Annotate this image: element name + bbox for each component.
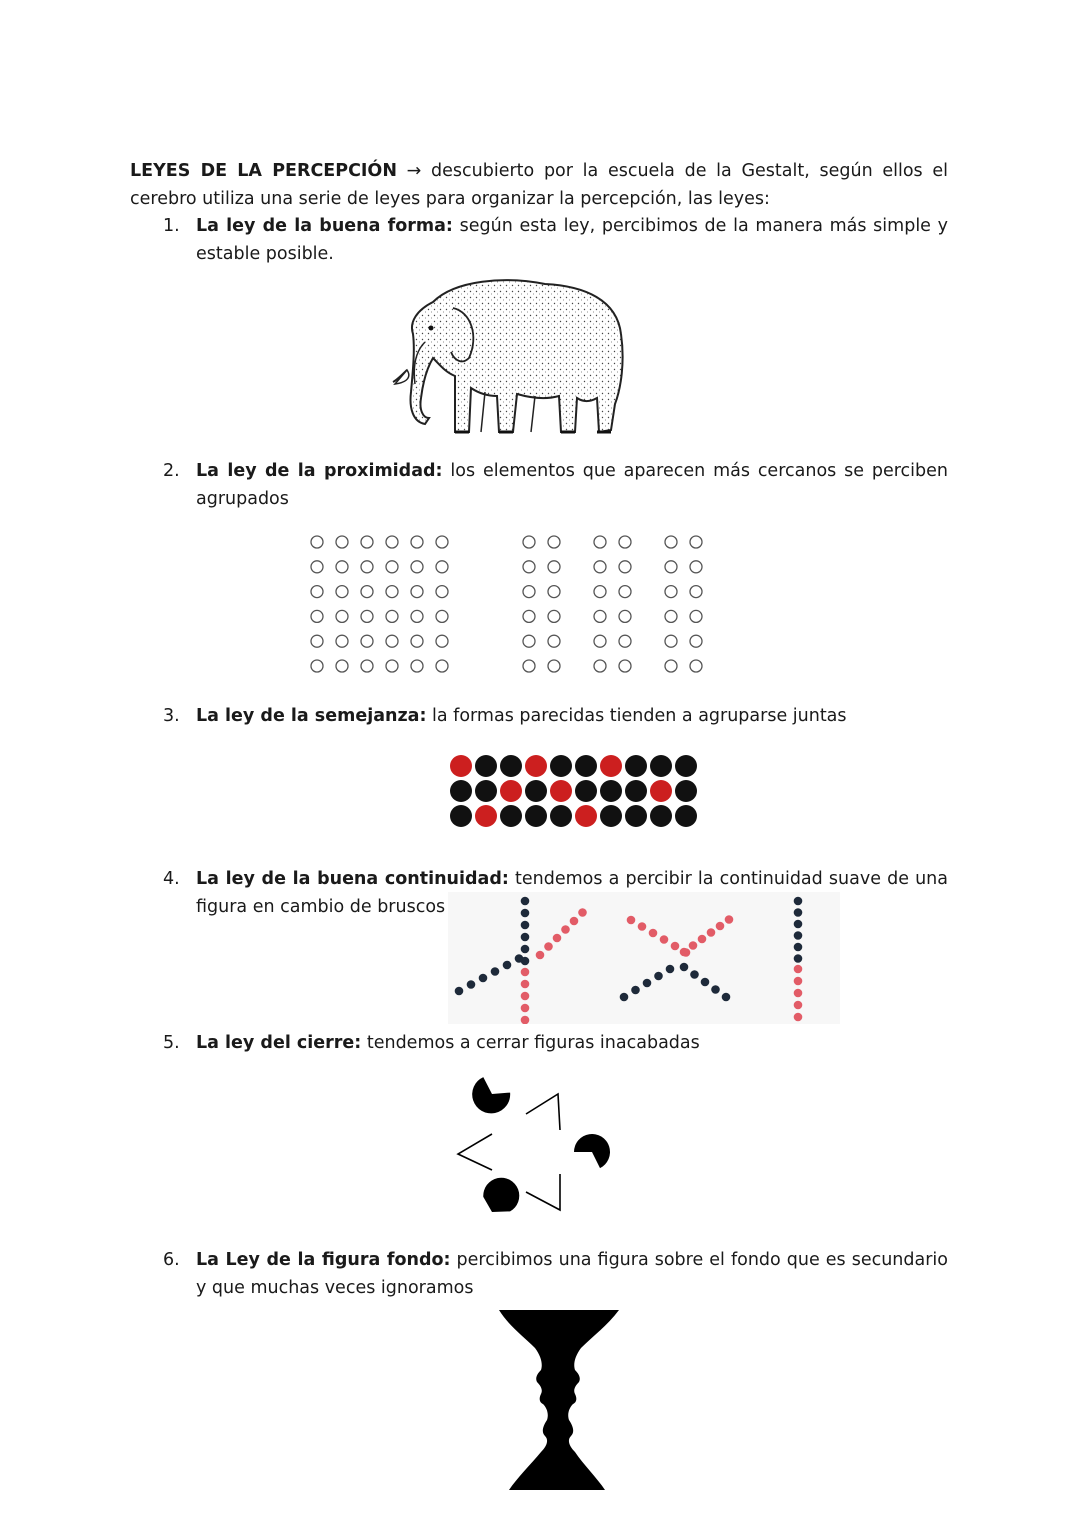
navy-dot — [455, 987, 464, 996]
proximity-circle — [665, 561, 677, 573]
pink-dot — [671, 942, 680, 951]
pink-dot — [521, 1016, 530, 1024]
proximity-circle — [594, 660, 606, 672]
black-dot — [500, 755, 522, 777]
navy-dot — [794, 931, 803, 940]
black-dot — [450, 805, 472, 827]
proximity-circle — [411, 610, 423, 622]
black-dot — [625, 780, 647, 802]
proximity-circle — [336, 586, 348, 598]
navy-dot — [722, 993, 731, 1002]
navy-dot — [503, 961, 512, 970]
navy-dot — [643, 979, 652, 988]
black-dot — [600, 805, 622, 827]
law-3-text: la formas parecidas tienden a agruparse juntas — [426, 706, 847, 726]
intro-arrow: → — [396, 161, 432, 181]
proximity-circle — [690, 660, 702, 672]
red-dot — [600, 755, 622, 777]
pink-dot — [638, 922, 647, 931]
law-6-text: percibimos una figura sobre el fondo que es secundario y que muchas veces ignoramos — [196, 1250, 948, 1298]
proximity-circle — [523, 610, 535, 622]
proximity-circle — [361, 536, 373, 548]
proximity-circle — [436, 660, 448, 672]
proximity-circle — [361, 586, 373, 598]
black-dot — [575, 755, 597, 777]
proximity-circle — [523, 561, 535, 573]
proximity-circle — [411, 586, 423, 598]
red-dot — [450, 755, 472, 777]
pink-dot — [698, 935, 707, 944]
pink-dot — [578, 908, 587, 917]
pink-dot — [544, 942, 553, 951]
proximity-circle — [311, 635, 323, 647]
proximity-circle — [594, 610, 606, 622]
proximity-circle — [336, 660, 348, 672]
proximity-circle — [548, 561, 560, 573]
navy-dot — [690, 970, 699, 979]
law-4-title: La ley de la buena continuidad: — [196, 869, 509, 889]
intro-text: descubierto por la escuela de la Gestalt, según ellos el cerebro utiliza una serie de leyes para organizar la percepción, las leyes: — [130, 161, 949, 209]
law-2-number: 2. — [163, 461, 180, 481]
proximity-circle — [386, 586, 398, 598]
proximity-circle — [523, 586, 535, 598]
proximity-circle — [665, 610, 677, 622]
law-5-text: tendemos a cerrar figuras inacabadas — [361, 1033, 700, 1053]
proximity-circle — [594, 635, 606, 647]
proximity-circle — [665, 586, 677, 598]
pink-dot — [561, 925, 570, 934]
pink-dot — [536, 951, 545, 960]
black-dot — [600, 780, 622, 802]
proximity-circle — [361, 635, 373, 647]
navy-dot — [620, 993, 629, 1002]
proximity-circle — [336, 610, 348, 622]
proximity-circle — [311, 660, 323, 672]
proximity-circle — [523, 635, 535, 647]
proximity-circle — [690, 561, 702, 573]
pink-dot — [707, 928, 716, 937]
navy-dot — [680, 963, 689, 972]
law-4-number: 4. — [163, 869, 180, 889]
proximity-circle — [336, 635, 348, 647]
proximity-circle — [594, 561, 606, 573]
black-dot — [475, 755, 497, 777]
proximity-circle — [619, 561, 631, 573]
law-6-number: 6. — [163, 1250, 180, 1270]
proximity-circle — [411, 561, 423, 573]
black-dot — [525, 805, 547, 827]
pink-dot — [553, 934, 562, 943]
proximity-circle — [361, 610, 373, 622]
proximity-circle — [361, 660, 373, 672]
law-1 — [163, 212, 948, 268]
navy-dot — [521, 909, 530, 918]
pink-dot — [627, 916, 636, 925]
law-1-title: La ley de la buena forma: — [196, 216, 453, 236]
black-dot — [625, 805, 647, 827]
proximity-circle — [548, 660, 560, 672]
navy-dot — [521, 921, 530, 930]
proximity-circle — [594, 586, 606, 598]
red-dot — [500, 780, 522, 802]
proximity-circle — [548, 586, 560, 598]
kanizsa-triangle-icon — [440, 1068, 640, 1234]
proximity-circle — [386, 536, 398, 548]
black-dot — [675, 780, 697, 802]
navy-dot — [521, 933, 530, 942]
proximity-circles-icon — [300, 530, 720, 680]
proximity-circle — [336, 561, 348, 573]
pink-dot — [794, 1001, 803, 1010]
black-dot — [475, 780, 497, 802]
proximity-circle — [665, 635, 677, 647]
pink-dot — [794, 989, 803, 998]
law-3-title: La ley de la semejanza: — [196, 706, 427, 726]
proximity-circle — [548, 610, 560, 622]
proximity-circle — [336, 536, 348, 548]
proximity-circle — [411, 536, 423, 548]
navy-dot — [794, 954, 803, 963]
law-5-number: 5. — [163, 1033, 180, 1053]
black-dot — [450, 780, 472, 802]
proximity-circle — [311, 610, 323, 622]
red-dot — [475, 805, 497, 827]
black-dot — [525, 780, 547, 802]
law-2-title: La ley de la proximidad: — [196, 461, 443, 481]
law-2-text: los elementos que aparecen más cercanos se perciben agrupados — [196, 461, 949, 509]
red-dot — [550, 780, 572, 802]
proximity-circle — [411, 660, 423, 672]
pink-dot — [794, 977, 803, 986]
proximity-circle — [311, 536, 323, 548]
proximity-circle — [665, 536, 677, 548]
navy-dot — [515, 954, 524, 963]
proximity-circle — [619, 586, 631, 598]
pink-dot — [794, 1013, 803, 1022]
navy-dot — [521, 897, 530, 906]
navy-dot — [631, 986, 640, 995]
black-dot — [575, 780, 597, 802]
similarity-dots-icon — [445, 750, 710, 832]
navy-dot — [479, 974, 488, 983]
pink-dot — [794, 965, 803, 974]
proximity-circle — [311, 586, 323, 598]
proximity-circle — [386, 660, 398, 672]
law-2 — [163, 457, 948, 513]
proximity-circle — [523, 660, 535, 672]
black-dot — [550, 755, 572, 777]
proximity-circle — [690, 635, 702, 647]
navy-dot — [467, 980, 476, 989]
navy-dot — [701, 978, 710, 987]
pink-dot — [521, 968, 530, 977]
law-3 — [163, 702, 948, 730]
pink-dot — [680, 948, 689, 957]
proximity-circle — [619, 536, 631, 548]
proximity-circle — [361, 561, 373, 573]
proximity-circle — [386, 561, 398, 573]
pink-dot — [725, 915, 734, 924]
proximity-circle — [411, 635, 423, 647]
navy-dot — [666, 965, 675, 974]
proximity-circle — [665, 660, 677, 672]
proximity-circle — [386, 635, 398, 647]
red-dot — [525, 755, 547, 777]
law-1-number: 1. — [163, 216, 180, 236]
intro-paragraph — [130, 157, 948, 213]
law-1-text: según esta ley, percibimos de la manera más simple y estable posible. — [196, 216, 948, 264]
proximity-circle — [436, 610, 448, 622]
proximity-circle — [690, 610, 702, 622]
navy-dot — [794, 920, 803, 929]
law-6 — [163, 1246, 948, 1302]
law-3-number: 3. — [163, 706, 180, 726]
pink-dot — [521, 1004, 530, 1013]
continuity-dots-icon — [448, 892, 840, 1024]
pink-dot — [660, 935, 669, 944]
pink-dot — [716, 922, 725, 931]
black-dot — [675, 805, 697, 827]
elephant-illusion-icon — [385, 272, 640, 440]
black-dot — [650, 805, 672, 827]
proximity-circle — [594, 536, 606, 548]
proximity-circle — [436, 635, 448, 647]
navy-dot — [491, 967, 500, 976]
proximity-circle — [436, 586, 448, 598]
black-dot — [650, 755, 672, 777]
law-5-title: La ley del cierre: — [196, 1033, 362, 1053]
navy-dot — [794, 897, 803, 906]
navy-dot — [711, 985, 720, 994]
navy-dot — [794, 908, 803, 917]
pink-dot — [570, 917, 579, 926]
navy-dot — [654, 972, 663, 981]
navy-dot — [521, 945, 530, 954]
black-dot — [550, 805, 572, 827]
red-dot — [575, 805, 597, 827]
proximity-circle — [436, 561, 448, 573]
red-dot — [650, 780, 672, 802]
proximity-circle — [311, 561, 323, 573]
pink-dot — [649, 929, 658, 938]
law-6-title: La Ley de la figura fondo: — [196, 1250, 451, 1270]
proximity-circle — [386, 610, 398, 622]
proximity-circle — [436, 536, 448, 548]
proximity-circle — [619, 660, 631, 672]
law-5 — [163, 1029, 948, 1057]
black-dot — [625, 755, 647, 777]
pink-dot — [521, 992, 530, 1001]
black-dot — [500, 805, 522, 827]
proximity-circle — [523, 536, 535, 548]
proximity-circle — [619, 610, 631, 622]
pink-dot — [521, 980, 530, 989]
proximity-circle — [548, 536, 560, 548]
proximity-circle — [690, 536, 702, 548]
proximity-circle — [619, 635, 631, 647]
black-dot — [675, 755, 697, 777]
navy-dot — [794, 943, 803, 952]
pink-dot — [689, 941, 698, 950]
proximity-circle — [548, 635, 560, 647]
rubin-vase-icon — [495, 1306, 623, 1494]
proximity-circle — [690, 586, 702, 598]
intro-title: LEYES DE LA PERCEPCIÓN — [130, 161, 397, 181]
law-4-text: tendemos a percibir la continuidad suave de una figura en cambio de bruscos — [196, 869, 949, 917]
